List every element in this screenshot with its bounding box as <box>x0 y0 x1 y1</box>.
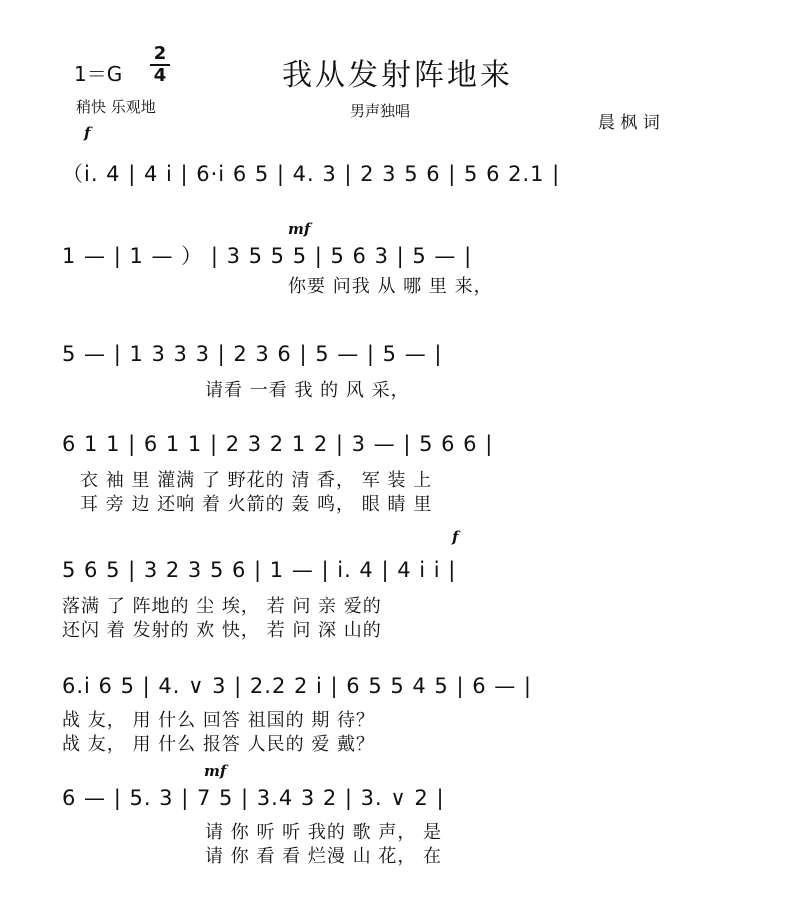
notation-line: 1 — | 1 — ） | 3 5 5 5 | 5 6 3 | 5 — | <box>62 244 473 268</box>
tempo-marking: 稍快 乐观地 <box>76 98 156 116</box>
notation-line: 6.i 6 5 | 4. ∨ 3 | 2.2 2 i | 6 5 5 4 5 | 6 — | <box>62 674 532 698</box>
notation-line: 5 — | 1 3 3 3 | 2 3 6 | 5 — | 5 — | <box>62 342 443 366</box>
lyric-line: 请 你 听 听 我的 歌 声， 是 <box>205 822 443 843</box>
lyric-line: 耳 旁 边 还响 着 火箭的 轰 鸣， 眼 睛 里 <box>80 494 433 515</box>
time-signature <box>148 44 172 86</box>
key-signature: 1＝G <box>74 62 123 86</box>
dynamic-marking: f <box>84 124 91 142</box>
song-title: 我从发射阵地来 <box>282 58 513 93</box>
notation-line: 6 — | 5. 3 | 7 5 | 3.4 3 2 | 3. ∨ 2 | <box>62 786 445 810</box>
lyric-line: 请看 一看 我 的 风 采， <box>205 380 410 401</box>
notation-line: 5 6 5 | 3 2 3 5 6 | 1 — | i. 4 | 4 i i | <box>62 558 457 582</box>
dynamic-marking: f <box>452 528 459 546</box>
lyricist-credit: 晨 枫 词 <box>598 113 660 133</box>
dynamic-marking: mf <box>288 220 311 238</box>
lyric-line: 你要 问我 从 哪 里 来， <box>288 276 493 297</box>
lyric-line: 还闪 着 发射的 欢 快， 若 问 深 山的 <box>62 620 382 641</box>
lyric-line: 请 你 看 看 烂漫 山 花， 在 <box>205 846 443 867</box>
dynamic-marking: mf <box>204 762 227 780</box>
lyric-line: 战 友， 用 什么 报答 人民的 爱 戴？ <box>62 734 376 755</box>
notation-line: 6 1 1 | 6 1 1 | 2 3 2 1 2 | 3 — | 5 6 6 | <box>62 432 494 456</box>
meter-top: 2 <box>153 43 167 64</box>
notation-line: （i. 4 | 4 i | 6·i 6 5 | 4. 3 | 2 3 5 6 | 5 6 2.1 | <box>62 162 561 186</box>
performance-note: 男声独唱 <box>350 102 411 120</box>
lyric-line: 衣 袖 里 灌满 了 野花的 清 香， 军 装 上 <box>80 470 433 491</box>
lyric-line: 落满 了 阵地的 尘 埃， 若 问 亲 爱的 <box>62 596 382 617</box>
meter-bottom: 4 <box>153 65 167 86</box>
lyric-line: 战 友， 用 什么 回答 祖国的 期 待？ <box>62 710 376 731</box>
